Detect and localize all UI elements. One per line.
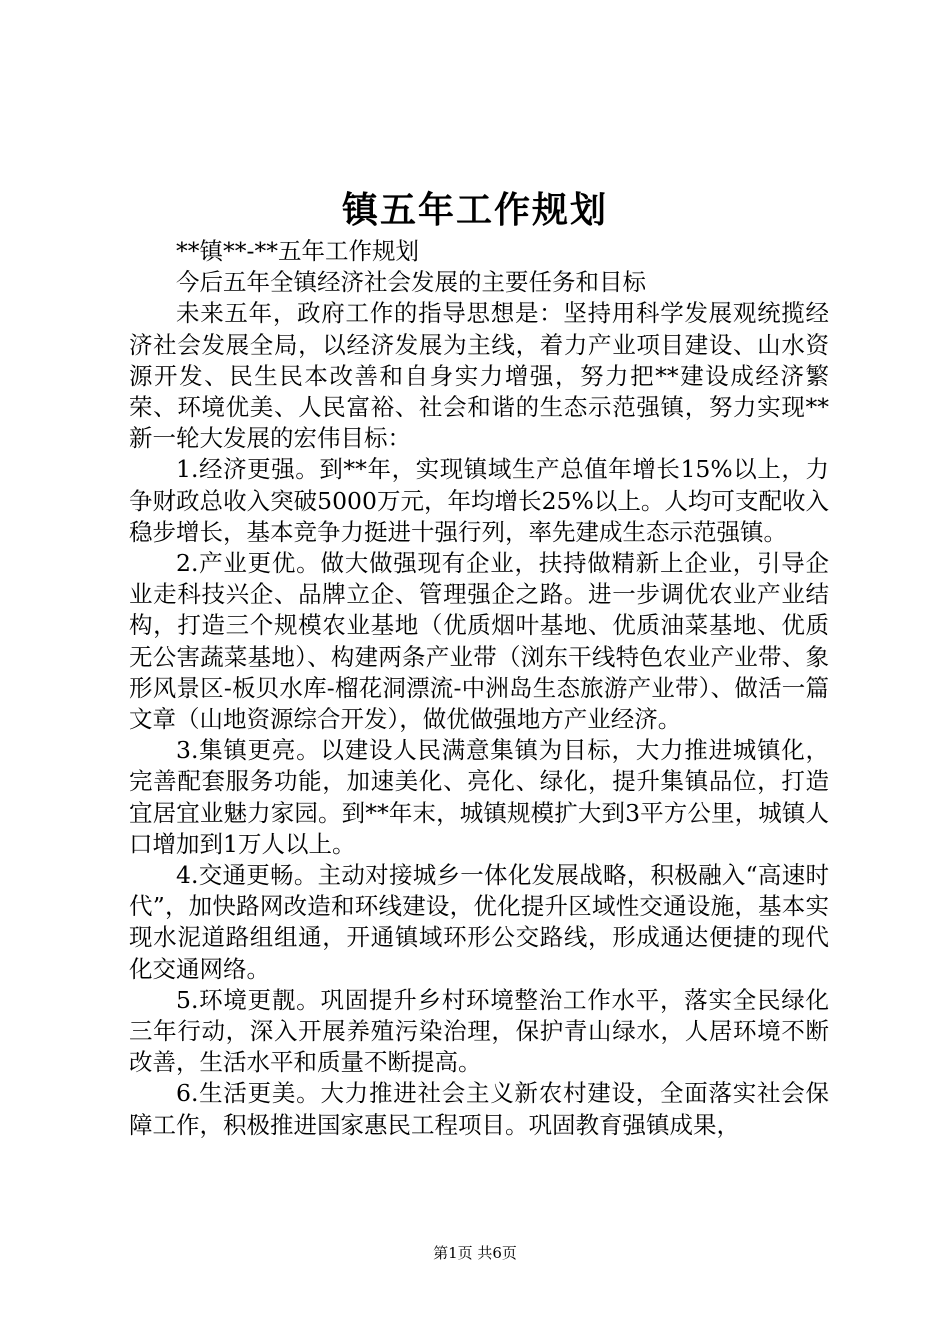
paragraph-subheading: 今后五年全镇经济社会发展的主要任务和目标 xyxy=(176,268,646,297)
paragraph-heading: **镇**-**五年工作规划 xyxy=(176,237,419,265)
paragraph-item-1: 1.经济更强。到**年，实现镇域生产总值年增长15%以上，力争财政总收入突破5000万元，年均增长25%以上。人均可支配收入稳步增长，基本竞争力挺进十强行列，率先建成生态示范强镇。 xyxy=(129,455,829,546)
paragraph-item-5: 5.环境更靓。巩固提升乡村环境整治工作水平，落实全民绿化三年行动，深入开展养殖污染治理，保护青山绿水，人居环境不断改善，生活水平和质量不断提高。 xyxy=(129,985,829,1077)
paragraph-item-2: 2.产业更优。做大做强现有企业，扶持做精新上企业，引导企业走科技兴企、品牌立企、管理强企之路。进一步调优农业产业结构，打造三个规模农业基地（优质烟叶基地、优质油菜基地、优质无公害蔬菜基地）、构建两条产业带（浏东干线特色农业产业带、象形风景区-板贝水库-榴花洞漂流-中洲岛生态旅游产业带）、做活一篇文章（山地资源综合开发），做优做强地方产业经济。 xyxy=(129,549,829,734)
page-number: 第1页 共6页 xyxy=(433,1244,517,1262)
paragraph-item-6: 6.生活更美。大力推进社会主义新农村建设，全面落实社会保障工作，积极推进国家惠民工程项目。巩固教育强镇成果， xyxy=(129,1079,829,1139)
document-body xyxy=(129,236,829,1141)
paragraph-guiding-idea: 未来五年，政府工作的指导思想是：坚持用科学发展观统揽经济社会发展全局，以经济发展为主线，着力产业项目建设、山水资源开发、民生民本改善和自身实力增强，努力把**建设成经济繁荣、环境优美、人民富裕、社会和谐的生态示范强镇，努力实现**新一轮大发展的宏伟目标： xyxy=(129,299,829,453)
document-title: 镇五年工作规划 xyxy=(341,189,608,231)
paragraph-item-3: 3.集镇更亮。以建设人民满意集镇为目标，大力推进城镇化，完善配套服务功能，加速美化、亮化、绿化，提升集镇品位，打造宜居宜业魅力家园。到**年末，城镇规模扩大到3平方公里，城镇人口增加到1万人以上。 xyxy=(129,736,829,858)
paragraph-item-4: 4.交通更畅。主动对接城乡一体化发展战略，积极融入“高速时代”，加快路网改造和环线建设，优化提升区域性交通设施，基本实现水泥道路组组通，开通镇域环形公交路线，形成通达便捷的现代化交通网络。 xyxy=(129,861,829,983)
